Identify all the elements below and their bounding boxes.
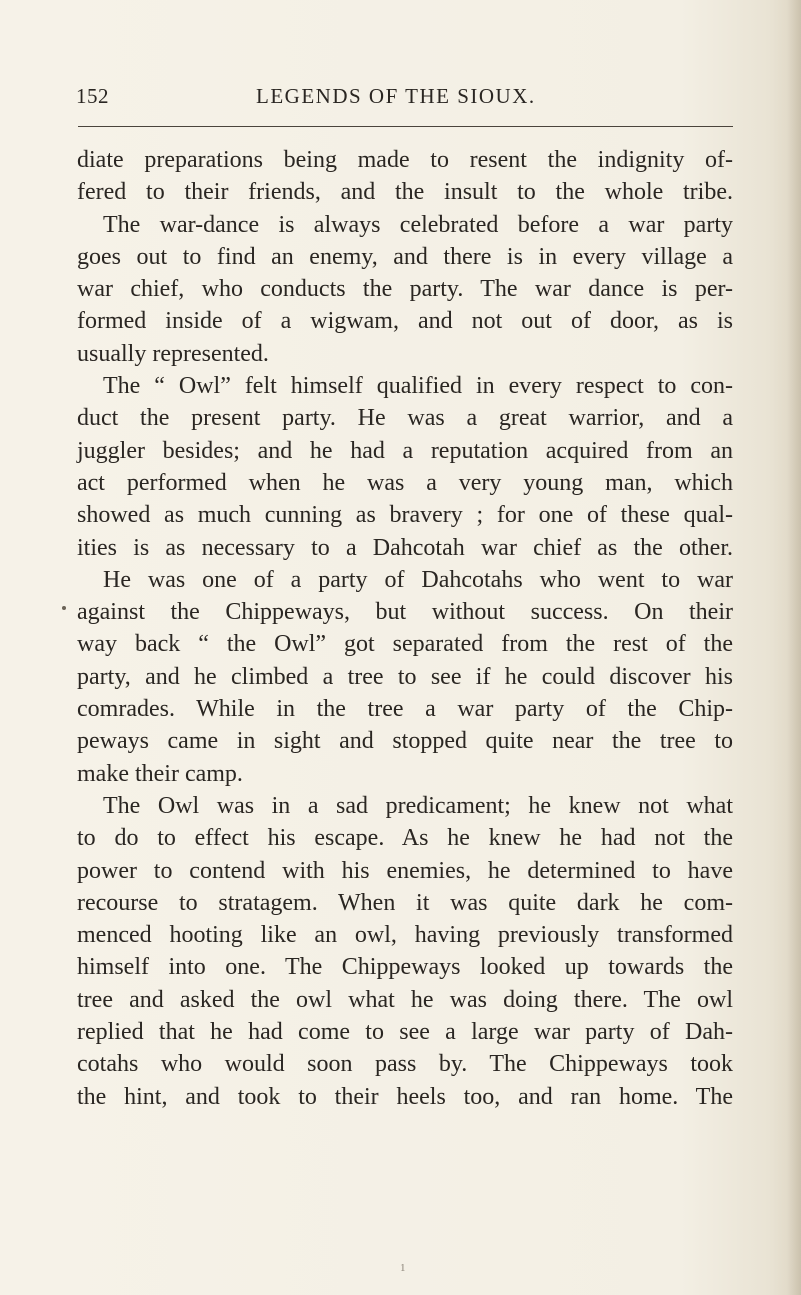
text-line: menced hooting like an owl, having previously transformed [77, 922, 733, 949]
text-line: duct the present party. He was a great warrior, and a [77, 405, 733, 432]
text-line: formed inside of a wigwam, and not out of door, as is [77, 308, 733, 335]
text-line: fered to their friends, and the insult to the whole tribe. [77, 179, 733, 206]
page-edge-shadow [787, 0, 801, 1295]
running-head: LEGENDS OF THE SIOUX. [256, 84, 536, 108]
text-line: power to contend with his enemies, he determined to have [77, 857, 733, 884]
page-number: 152 [76, 84, 109, 108]
text-line: goes out to find an enemy, and there is in every village a [77, 243, 733, 270]
text-line: showed as much cunning as bravery ; for one of these qual- [77, 502, 733, 529]
text-line: act performed when he was a very young man, which [77, 469, 733, 496]
text-line: diate preparations being made to resent the indignity of- [77, 147, 733, 173]
text-line: usually represented. [77, 340, 269, 367]
text-line: ities is as necessary to a Dahcotah war chief as the other. [77, 534, 733, 561]
text-line: The Owl was in a sad predicament; he knew not what [103, 792, 733, 819]
text-line: cotahs who would soon pass by. The Chippeways took [77, 1051, 733, 1078]
text-line: the hint, and took to their heels too, and ran home. The [77, 1083, 733, 1110]
signature-mark: 1 [400, 1262, 406, 1274]
text-line: He was one of a party of Dahcotahs who went to war [103, 566, 733, 593]
text-line: war chief, who conducts the party. The war dance is per- [77, 276, 733, 303]
text-line: comrades. While in the tree a war party of the Chip- [77, 696, 733, 723]
text-line: juggler besides; and he had a reputation acquired from an [77, 437, 733, 464]
text-line: himself into one. The Chippeways looked up towards the [77, 954, 733, 981]
body-text [77, 144, 733, 1113]
header-rule [78, 126, 733, 127]
text-line: The “ Owl” felt himself qualified in every respect to con- [103, 373, 733, 400]
text-line: tree and asked the owl what he was doing there. The owl [77, 986, 733, 1013]
text-line: way back “ the Owl” got separated from the rest of the [77, 631, 733, 658]
text-line: peways came in sight and stopped quite near the tree to [77, 728, 733, 755]
print-speck [62, 606, 66, 610]
text-line: party, and he climbed a tree to see if he could discover his [77, 663, 733, 690]
text-line: make their camp. [77, 760, 243, 787]
text-line: recourse to stratagem. When it was quite dark he com- [77, 889, 733, 916]
page-header [76, 84, 736, 114]
text-line: to do to effect his escape. As he knew he had not the [77, 825, 733, 852]
text-line: against the Chippeways, but without success. On their [77, 599, 733, 626]
text-line: The war-dance is always celebrated before a war party [103, 211, 733, 238]
text-line: replied that he had come to see a large war party of Dah- [77, 1019, 733, 1046]
